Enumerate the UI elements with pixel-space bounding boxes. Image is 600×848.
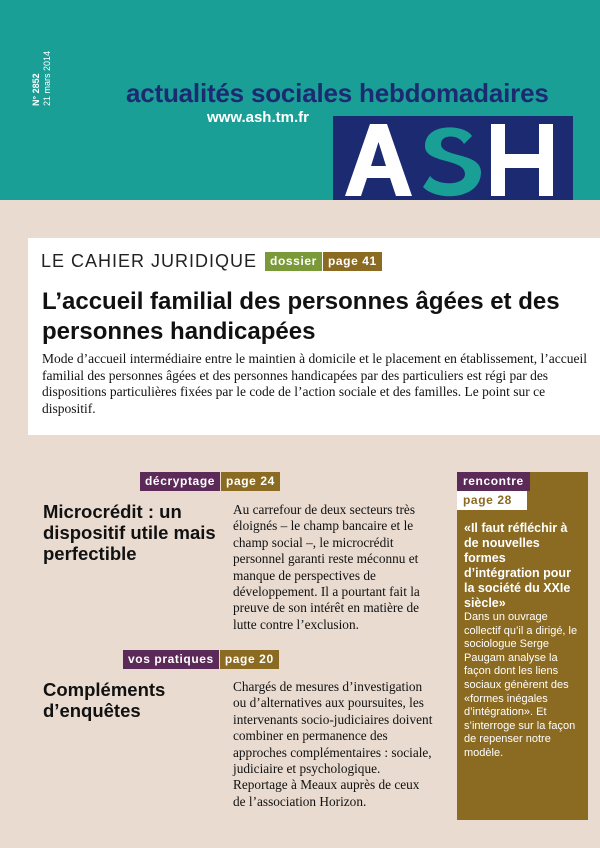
pratiques-tag-row [123,650,279,669]
microcredit-title[interactable]: Microcrédit : un dispositif utile mais perfectible [43,501,216,564]
complements-title[interactable]: Compléments d’enquêtes [43,679,166,721]
rencontre-summary: Dans un ouvrage collectif qu’il a dirigé, le sociologue Serge Paugam analyse la façon dont les liens sociaux génèrent des «formes inégales d’intégration». Et s’interroge sur la façon de repenser notre modèle. [464,611,578,759]
cahier-juridique-box [28,238,600,435]
rencontre-tag[interactable]: rencontre [457,472,530,491]
decryptage-page-tag[interactable]: page 24 [221,472,280,491]
dossier-tag[interactable]: dossier [265,252,322,271]
cahier-label: LE CAHIER JURIDIQUE [41,251,258,271]
rencontre-page-tag[interactable]: page 28 [457,491,527,510]
issue-date: 21 mars 2014 [42,50,52,106]
dossier-page-tag[interactable]: page 41 [323,252,382,271]
masthead [0,0,600,200]
pratiques-tag[interactable]: vos pratiques [123,650,219,669]
pratiques-page-tag[interactable]: page 20 [220,650,279,669]
microcredit-summary: Au carrefour de deux secteurs très éloignés – le champ bancaire et le champ social –, le microcrédit personnel garanti reste méconnu et manque de perspectives de développement. Il a pourtant fait la preuve de son intérêt en matière de lutte contre l’exclusion. [233,502,420,632]
cahier-summary: Mode d’accueil intermédiaire entre le maintien à domicile et le placement en établissement, l’accueil familial des personnes âgées et des personnes handicapées par des particuliers est régi par des dispositions particulières fixées par le code de l’action sociale et des familles. Le point sur ce dispositif. [42,351,588,416]
rencontre-sidebar [457,472,588,820]
issue-number: N° 2852 [31,73,41,106]
rencontre-quote[interactable]: «Il faut réfléchir à de nouvelles formes d’intégration pour la société du XXIe siècle» [464,521,571,610]
complements-summary: Chargés de mesures d’investigation ou d’alternatives aux poursuites, les intervenants socio-judiciaires doivent combiner en permanence des approches complémentaires : sociale, judiciaire et psychologique. Reportage à Meaux auprès de ceux de l’association Horizon. [233,679,433,809]
decryptage-tag-row [140,472,280,491]
issue-info [31,26,52,106]
cahier-title[interactable]: L’accueil familial des personnes âgées et des personnes handicapées [42,288,560,345]
magazine-tagline: actualités sociales hebdomadaires [126,78,549,108]
ash-logo [333,116,573,200]
website-url[interactable]: www.ash.tm.fr [207,109,309,126]
decryptage-tag[interactable]: décryptage [140,472,220,491]
cahier-header [41,251,382,272]
